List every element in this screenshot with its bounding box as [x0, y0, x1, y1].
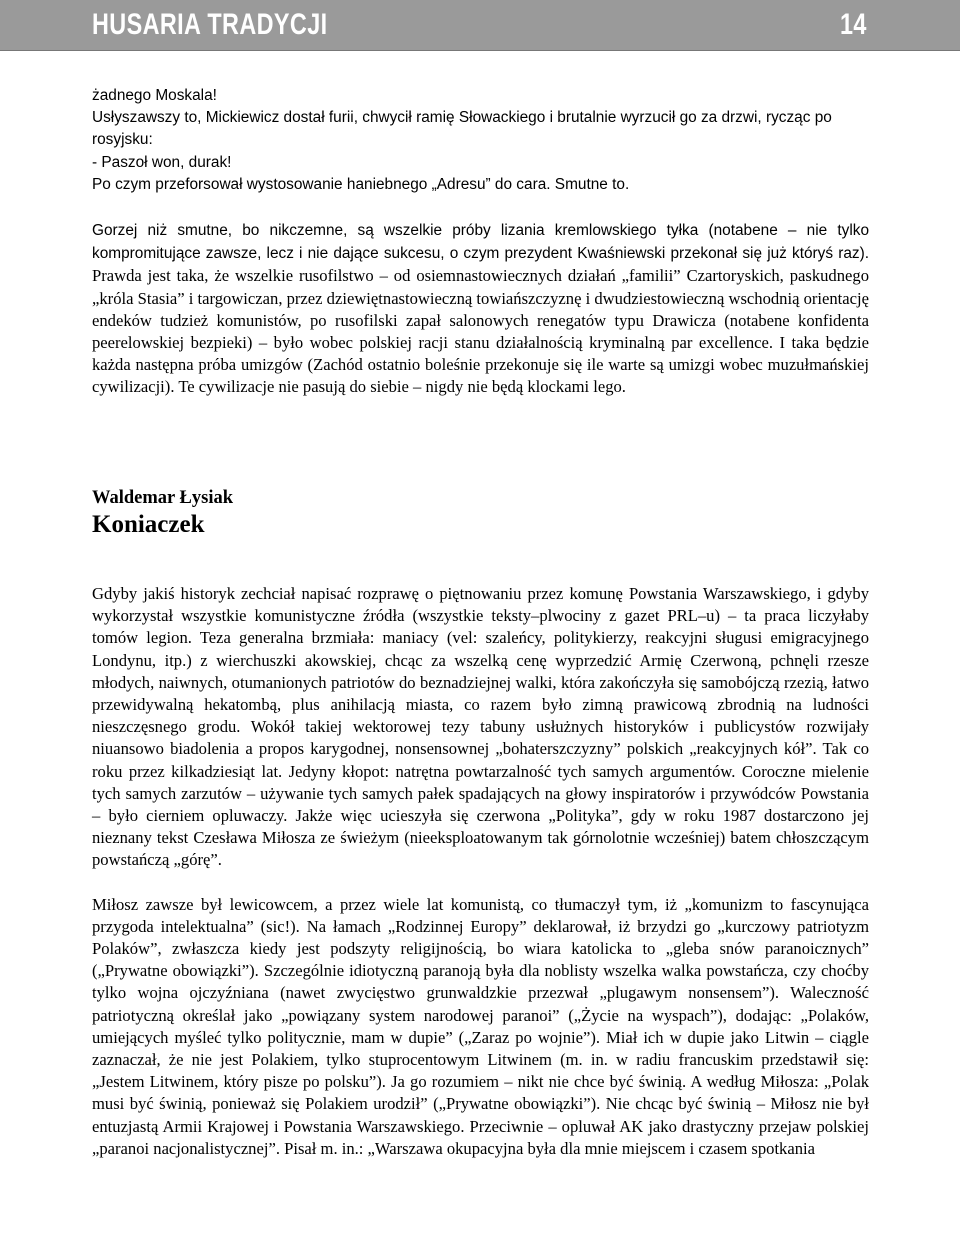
preceding-text	[92, 85, 869, 399]
paragraph-sans-part: Gorzej niż smutne, bo nikczemne, są wszelkie próby lizania kremlowskiego tyłka (notabene – nie tylko kompromitujące zawsze, lecz i nie dające sukcesu, o czym prezydent Kwaśniewski przekonał się już któryś raz).	[92, 222, 869, 263]
intro-line: Po czym przeforsował wystosowanie haniebnego „Adresu” do cara. Smutne to.	[92, 175, 630, 193]
intro-line: Usłyszawszy to, Mickiewicz dostał furii, chwycił ramię Słowackiego i brutalnie wyrzucił go za drzwi, rycząc po rosyjsku:	[92, 109, 832, 149]
paragraph-serif-part: Prawda jest taka, że wszelkie rusofilstwo – od osiemnastowiecznych działań „familii” Czartoryskich, paskudnego „króla Stasia” i targowiczan, przez dziewiętnastowieczną towiańszczyznę i dwudziestowieczną wschodnią orientację endeków tudzież komunistów, po rusofilski zapał salonowych renegatów typu Drawicza (notabene konfidenta peerelowskiej bezpieki) – było wobec polskiej racji stanu działalnością kryminalną par excellence. I taka będzie każda następna próba umizgów (Zachód ostatnio boleśnie przekonuje się ile warte są umizgi wobec muzułmańskiej cywilizacji). Te cywilizacje nie pasują do siebie – nigdy nie będą klockami lego.	[92, 266, 869, 397]
paragraph-rusofilstwo	[92, 219, 869, 399]
article-author: Waldemar Łysiak	[92, 488, 233, 508]
intro-line: żadnego Moskala!	[92, 87, 217, 104]
article-paragraph: Gdyby jakiś historyk zechciał napisać rozprawę o piętnowaniu przez komunę Powstania Warszawskiego, i gdyby wykorzystał wszystkie komunistyczne źródła (wszystkie teksty–plwociny z gazet PRL–u) – ta praca liczyłaby tomów legion. Teza generalna brzmiała: maniacy (vel: szaleńcy, politykierzy, reakcyjni sługusi emigracyjnego Londynu, itp.) z wierchuszki akowskiej, chcąc za wszelką cenę wyprzedzić Armię Czerwoną, pchnęli rzesze młodych, naiwnych, otumanionych patriotów do beznadziejnej walki, która zakończyła się samobójczą rzezią, łatwo przewidywalną hekatombą, plus anihilacją miasta, co razem było zimną prawicową zbrodnią na ludności nieszczęsnego grodu. Wokół takiej wektorowej tezy tabuny usłużnych historyków i publicystów rozwijały niuansowo biadolenia a propos karygodnej, nonsensownej „bohaterszczyzny” polskich „reakcyjnych kół”. Tak co roku przez kilkadziesiąt lat. Jedyny kłopot: natrętna powtarzalność tych samych argumentów. Coroczne mielenie tych samych zarzutów – używanie tych samych pałek spadających na głowy inspiratorów i przywódców Powstania – było cierniem opluwaczy. Jakże więc ucieszyła się czerwona „Polityka”, gdy w roku 1987 dostarczono jej nieznany tekst Czesława Miłosza ze świeżym (nieeksploatowanym tak górnolotnie wcześniej) batem chłoszczącym powstańczą „górę”.	[92, 584, 869, 870]
page-header	[0, 0, 960, 51]
intro-block	[92, 85, 869, 196]
page-number: 14	[840, 8, 867, 41]
running-title: HUSARIA TRADYCJI	[92, 8, 328, 41]
article-title: Koniaczek	[92, 511, 205, 538]
article-body	[92, 583, 869, 1160]
intro-line: - Paszoł won, durak!	[92, 153, 232, 171]
article-paragraph: Miłosz zawsze był lewicowcem, a przez wiele lat komunistą, co tłumaczył tym, iż „komunizm to fascynująca przygoda intelektualna” (sic!). Na łamach „Rodzinnej Europy” deklarował, iż brzydzi go „kurczowy patriotyzm Polaków”, zwłaszcza kiedy jest podszyty religijnością, bo wiara katolicka to „gleba snów paranoicznych” („Prywatne obowiązki”). Szczególnie idiotyczną paranoją była dla noblisty wszelka walka powstańcza, czy choćby tylko wojna ojczyźniana (nawet zwycięstwo grunwaldzkie przezwał „plugawym nonsensem”). Waleczność patriotyczną określał jako „powiązany system narodowej paranoi” („Życie na wyspach”), dodając: „Polaków, umiejących myśleć tylko politycznie, mam w dupie” („Zaraz po wojnie”). Miał ich w dupie jako Litwin – ciągle zaznaczał, że nie jest Polakiem, tylko stuprocentowym Litwinem (m. in. w radiu francuskim przedstawił się: „Jestem Litwinem, który pisze po polsku”). Ja go rozumiem – nikt nie chce być świnią. A według Miłosza: „Polak musi być świnią, ponieważ się Polakiem urodził” („Prywatne obowiązki”). Nie chcąc być świnią – Miłosz nie był entuzjastą Armii Krajowej i Powstania Warszawskiego. Przeciwnie – opluwał AK jako drastyczny przejaw polskiej „paranoi nacjonalistycznej”. Pisał m. in.: „Warszawa okupacyjna była dla mnie miejscem i czasem spotkania	[92, 894, 869, 1158]
